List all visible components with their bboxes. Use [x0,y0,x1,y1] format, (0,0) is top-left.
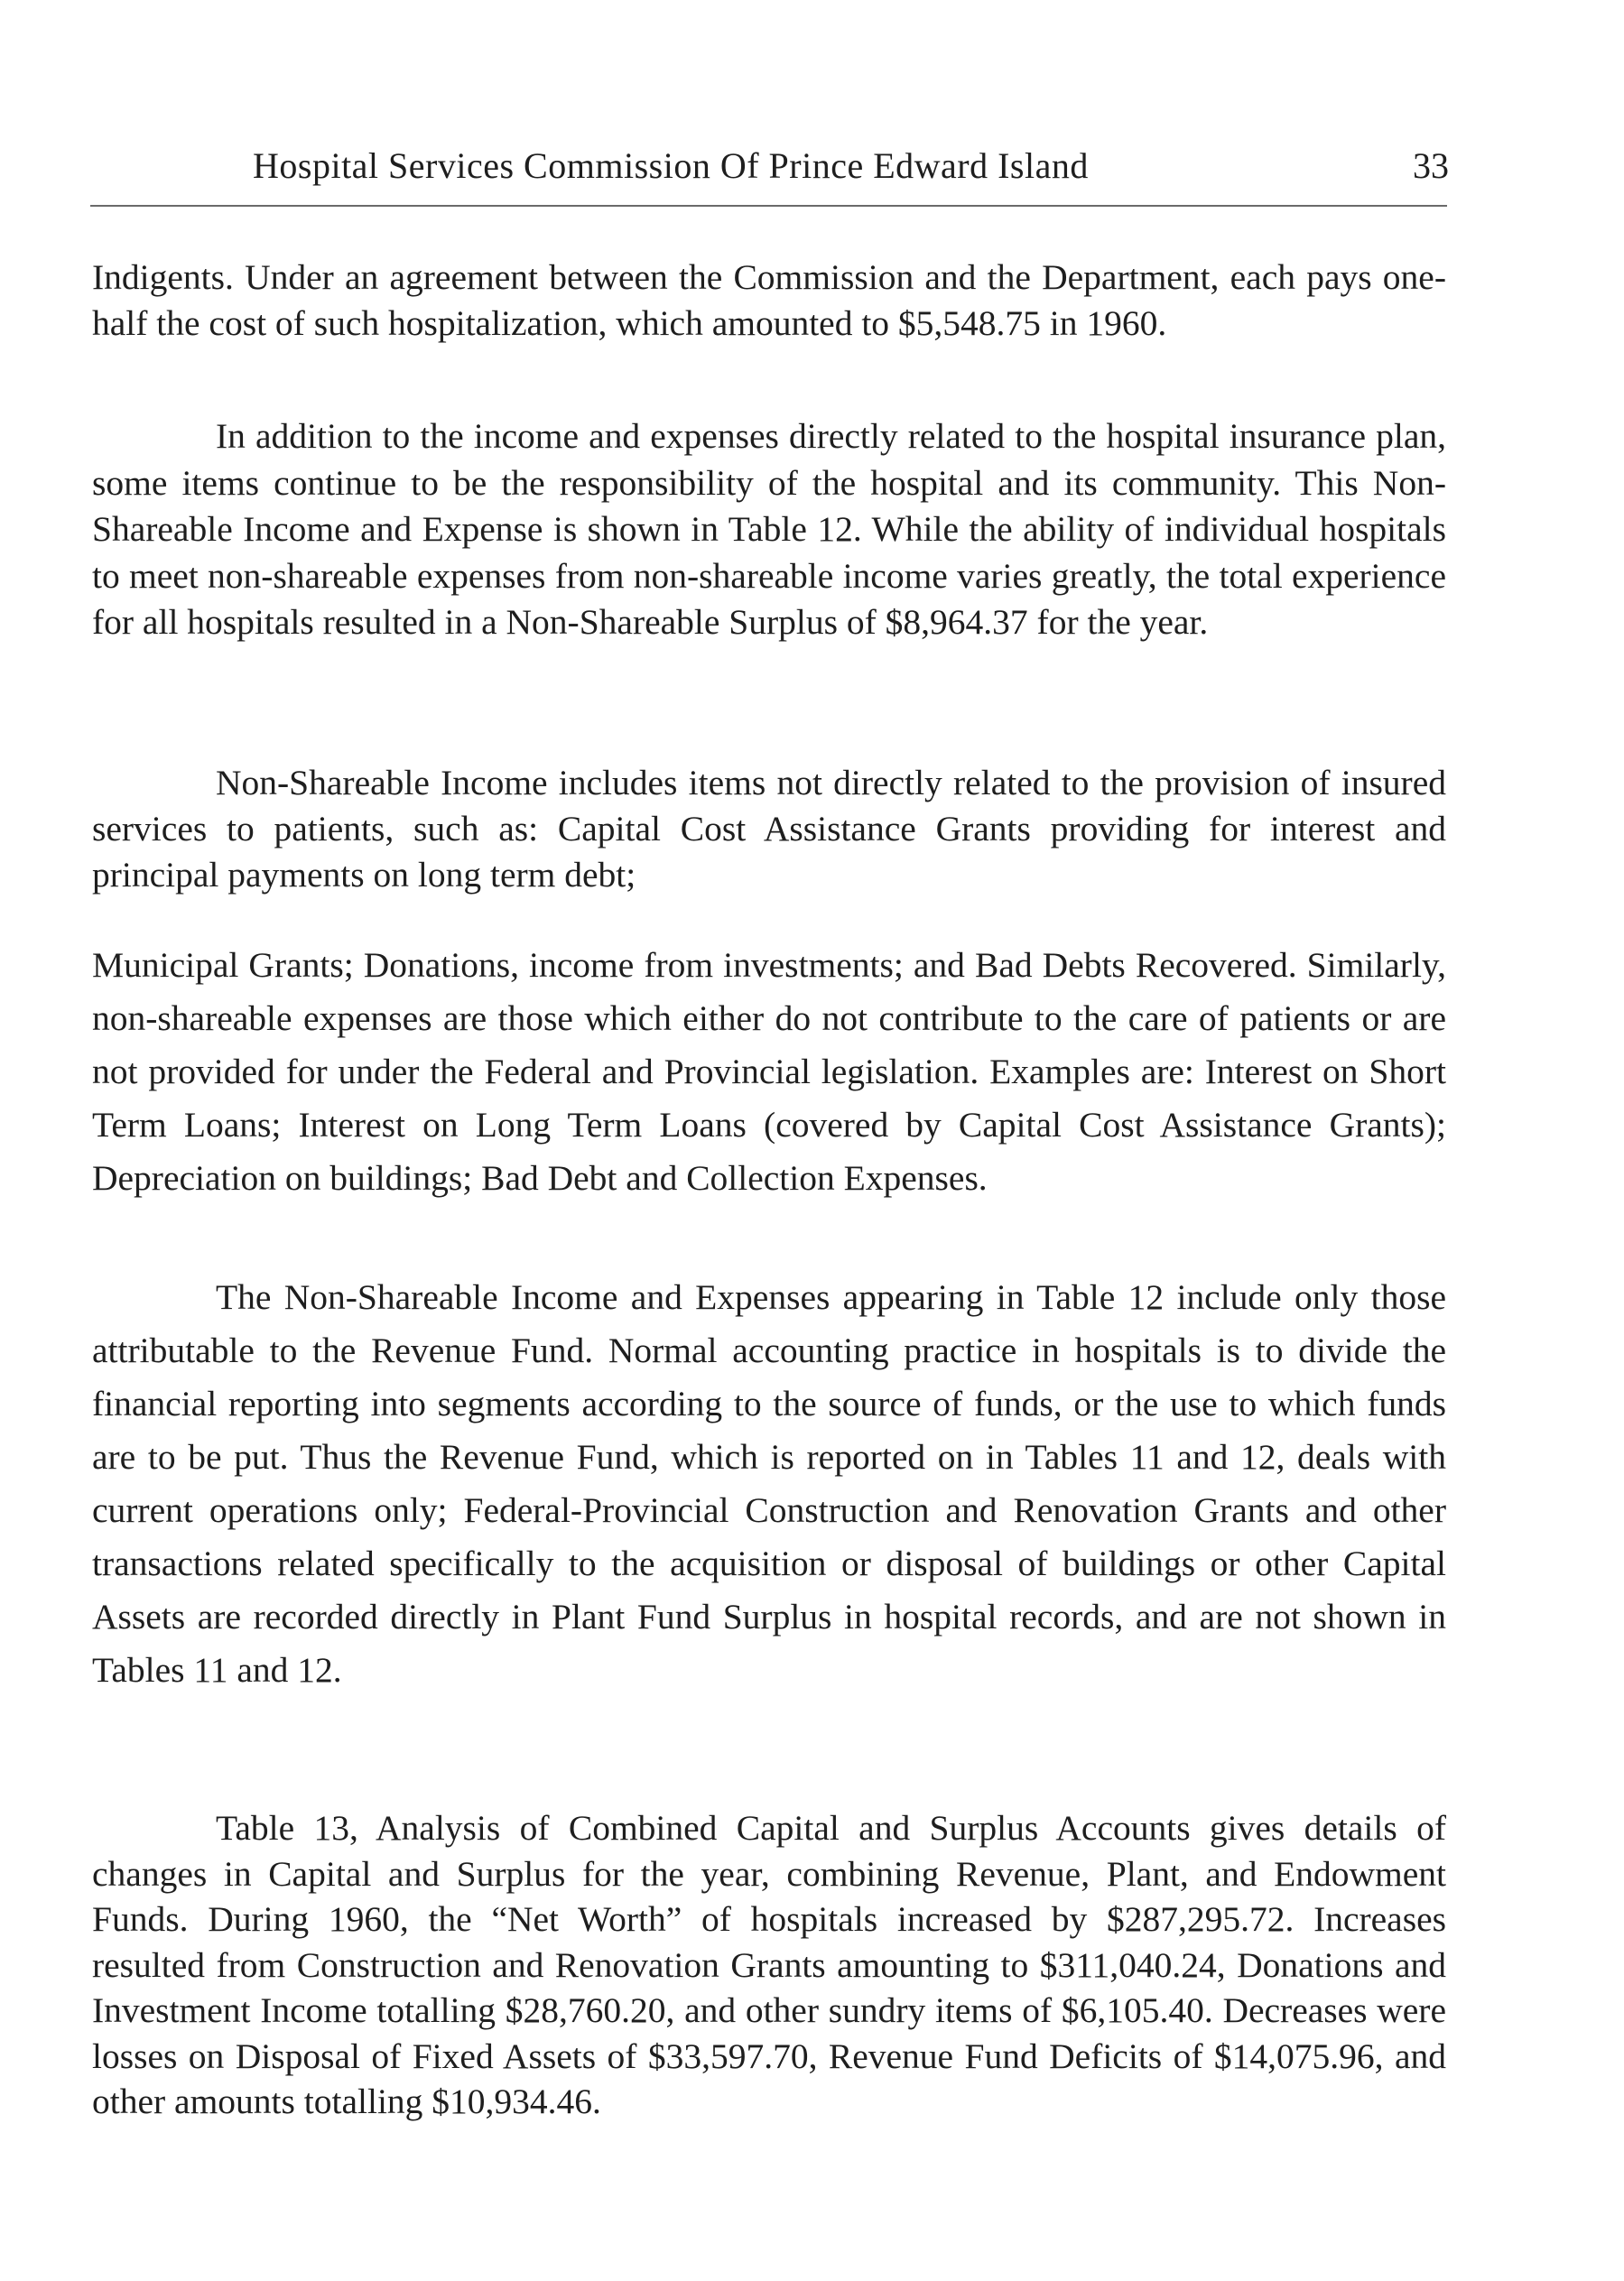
paragraph-non-shareable-surplus: In addition to the income and expenses directly related to the hospital insurance plan, some items continue to be the responsibility of the hospital and its community. This Non-Shareable Income and Expense is shown in Table 12. While the ability of individual hospitals to meet non-shareable expenses from non-shareable income varies greatly, the total experience for all hospitals resulted in a Non-Shareable Surplus of $8,964.37 for the year. [92,416,1446,642]
paragraph-non-shareable-income: Non-Shareable Income includes items not directly related to the provision of insured services to patients, such as: Capital Cost Assistance Grants providing for interest and principal payments on long term debt; [92,763,1446,895]
page-number: 33 [1413,145,1449,186]
paragraph-revenue-fund: The Non-Shareable Income and Expenses appearing in Table 12 include only those attributable to the Revenue Fund. Normal accounting practice in hospitals is to divide the financial reporting into segments according to the source of funds, or the use to which funds are to be put. Thus the Revenue Fund, which is reported on in Tables 11 and 12, deals with current operations only; Federal-Provincial Construction and Renovation Grants and other transactions related specifically to the acquisition or disposal of buildings or other Capital Assets are recorded directly in Plant Fund Surplus in hospital records, and are not shown in Tables 11 and 12. [92,1277,1446,1690]
header-rule [90,205,1447,207]
paragraph-table-13: Table 13, Analysis of Combined Capital and Surplus Accounts gives details of changes in Capital and Surplus for the year, combining Revenue, Plant, and Endowment Funds. During 1960, the “Net Worth” of hospitals increased by $287,295.72. Increases resulted from Construction and Renovation Grants amounting to $311,040.24, Donations and Investment Income totalling $28,760.20, and other sundry items of $6,105.40. Decreases were losses on Disposal of Fixed Assets of $33,597.70, Revenue Fund Deficits of $14,075.96, and other amounts totalling $10,934.46. [92,1808,1446,2121]
paragraph-indigents: Indigents. Under an agreement between the Commission and the Department, each pays one-half the cost of such hospitalization, which amounted to $5,548.75 in 1960. [92,257,1446,343]
header-title: Hospital Services Commission Of Prince Edward Island [253,145,1089,186]
paragraph-non-shareable-expenses: Municipal Grants; Donations, income from investments; and Bad Debts Recovered. Similarly, non-shareable expenses are those which either do not contribute to the care of patients or are not provided for under the Federal and Provincial legislation. Examples are: Interest on Short Term Loans; Interest on Long Term Loans (covered by Capital Cost Assistance Grants); Depreciation on buildings; Bad Debt and Collection Expenses. [92,945,1446,1198]
running-header [253,144,1449,190]
